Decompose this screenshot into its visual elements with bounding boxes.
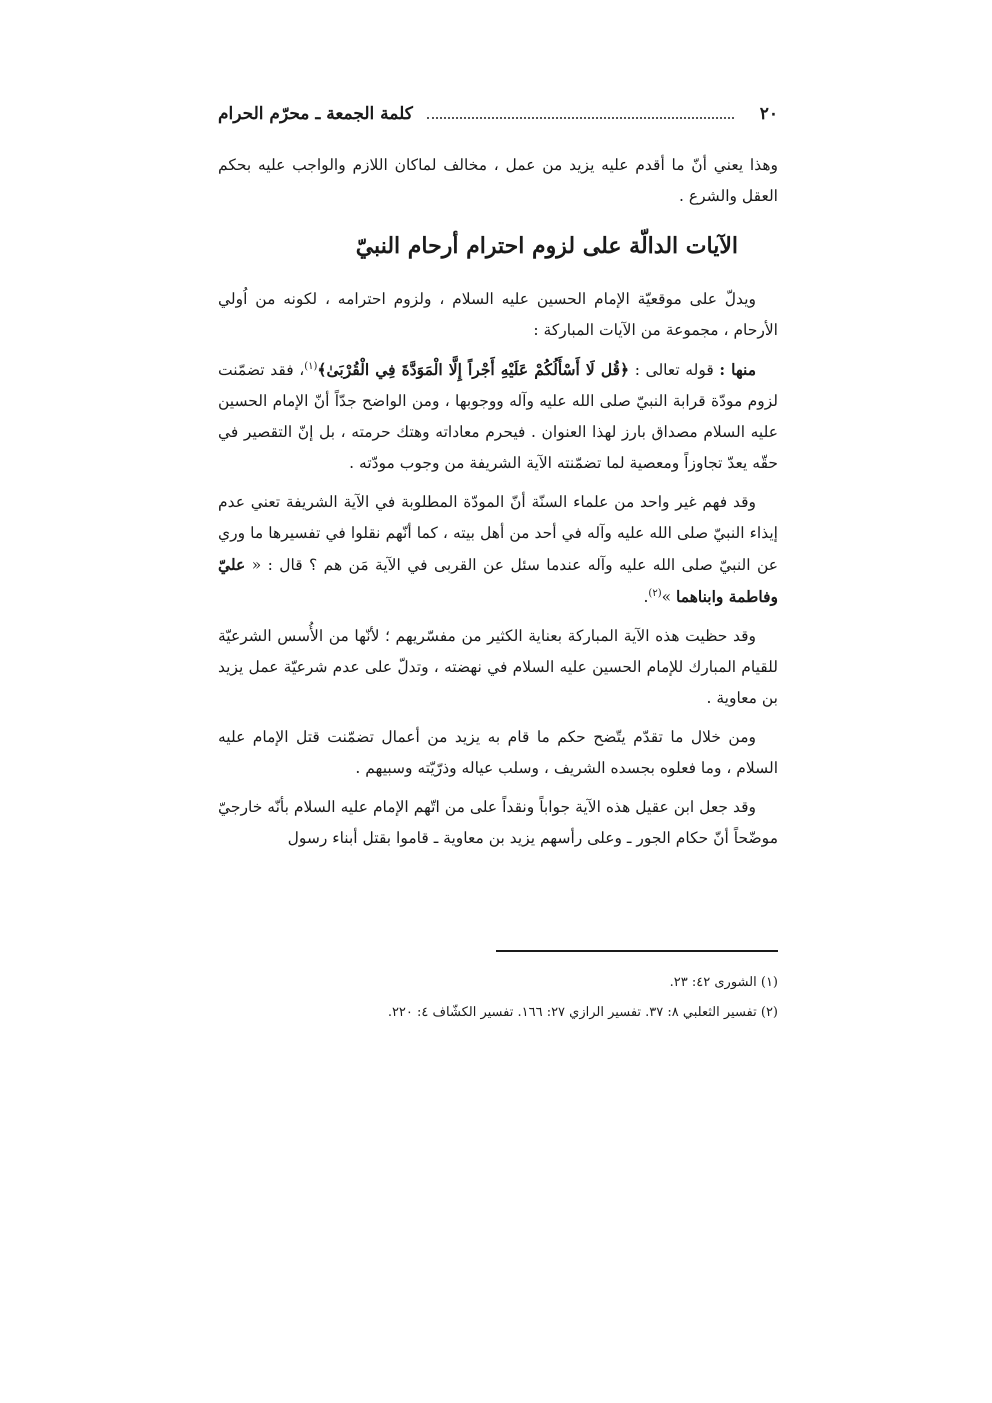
page-header [218,98,778,130]
paragraph-4-text: وقد فهم غير واحد من علماء السنّة أنّ المودّة المطلوبة في الآية الشريفة تعني عدم إيذاء النبيّ صلى الله عليه وآله في أحد من أهل بيته ، كما أنّهم نقلوا في تفسيرها ما وري عن النبيّ صلى الله عليه وآله عندما سئل عن القربى في الآية مَن هم ؟ قال : « [218,493,778,574]
footnote-ref-1: (١) [304,360,318,372]
paragraph-4-end: . [643,588,649,606]
paragraph-4 [218,487,778,613]
paragraph-2: ويدلّ على موقعيّة الإمام الحسين عليه السلام ، ولزوم احترامه ، لكونه من اُولي الأرحام ، مجموعة من الآيات المباركة : [218,290,778,339]
footnote-ref-2: (٢) [648,587,662,599]
paragraph-4-close: » [661,588,677,606]
footnote-divider [496,950,778,952]
hadith-quote: عليّ وفاطمة وابناهما [218,555,778,606]
page-number: ٢٠ [759,104,778,124]
running-title: كلمة الجمعة ـ محرّم الحرام [218,104,413,124]
paragraph-3-intro: قوله تعالى : [629,361,720,379]
paragraph-3 [218,354,778,479]
paragraph-6: ومن خلال ما تقدّم يتّضح حكم ما قام به يزيد من أعمال تضمّنت قتل الإمام عليه السلام ، وما فعلوه بجسده الشريف ، وسلب عياله وذرّيّته وسبيهم . [218,728,778,777]
paragraph-1: وهذا يعني أنّ ما أقدم عليه يزيد من عمل ، مخالف لماكان اللازم والواجب عليه بحكم العقل والشرع . [218,156,778,205]
paragraph-7: وقد جعل ابن عقيل هذه الآية جواباً ونقداً على من اتّهم الإمام عليه السلام بأنّه خارجيّ موضّحاً أنّ حكام الجور ـ وعلى رأسهم يزيد بن معاوية ـ قاموا بقتل أبناء رسول [218,798,778,847]
footnote-2: (٢) تفسير الثعلبي ٨: ٣٧. تفسير الرازي ٢٧: ١٦٦. تفسير الكشّاف ٤: ٢٢٠. [387,1005,778,1020]
footnote-1: (١) الشورى ٤٢: ٢٣. [669,975,778,990]
section-heading: الآيات الدالّة على لزوم احترام أرحام النبيّ [355,233,738,259]
footnotes [218,968,778,1028]
header-dotted-leader [427,117,734,119]
paragraph-3-rest: ، فقد تضمّنت لزوم مودّة قرابة النبيّ صلى الله عليه وآله ووجوبها ، ومن الواضح جدّاً أنّ الإمام الحسين عليه السلام مصداق بارز لهذا العنوان . فيحرم معاداته وهتك حرمته ، بل إنّ التقصير في حقّه يعدّ تجاوزاً ومعصية لما تضمّنته الآية الشريفة من وجوب مودّته . [218,361,778,472]
paragraph-lead: منها : [719,360,757,379]
paragraph-5: وقد حظيت هذه الآية المباركة بعناية الكثير من مفسّريهم ؛ لأنّها من الأُسس الشرعيّة للقيام المبارك للإمام الحسين عليه السلام في نهضته ، وتدلّ على عدم شرعيّة عمل يزيد بن معاوية . [218,627,778,707]
quran-verse: ﴿قُل لَا أَسْأَلُكُمْ عَلَيْهِ أَجْراً إِلَّا الْمَوَدَّةَ فِي الْقُرْبَىٰ﴾ [317,360,630,379]
main-text [218,150,778,862]
